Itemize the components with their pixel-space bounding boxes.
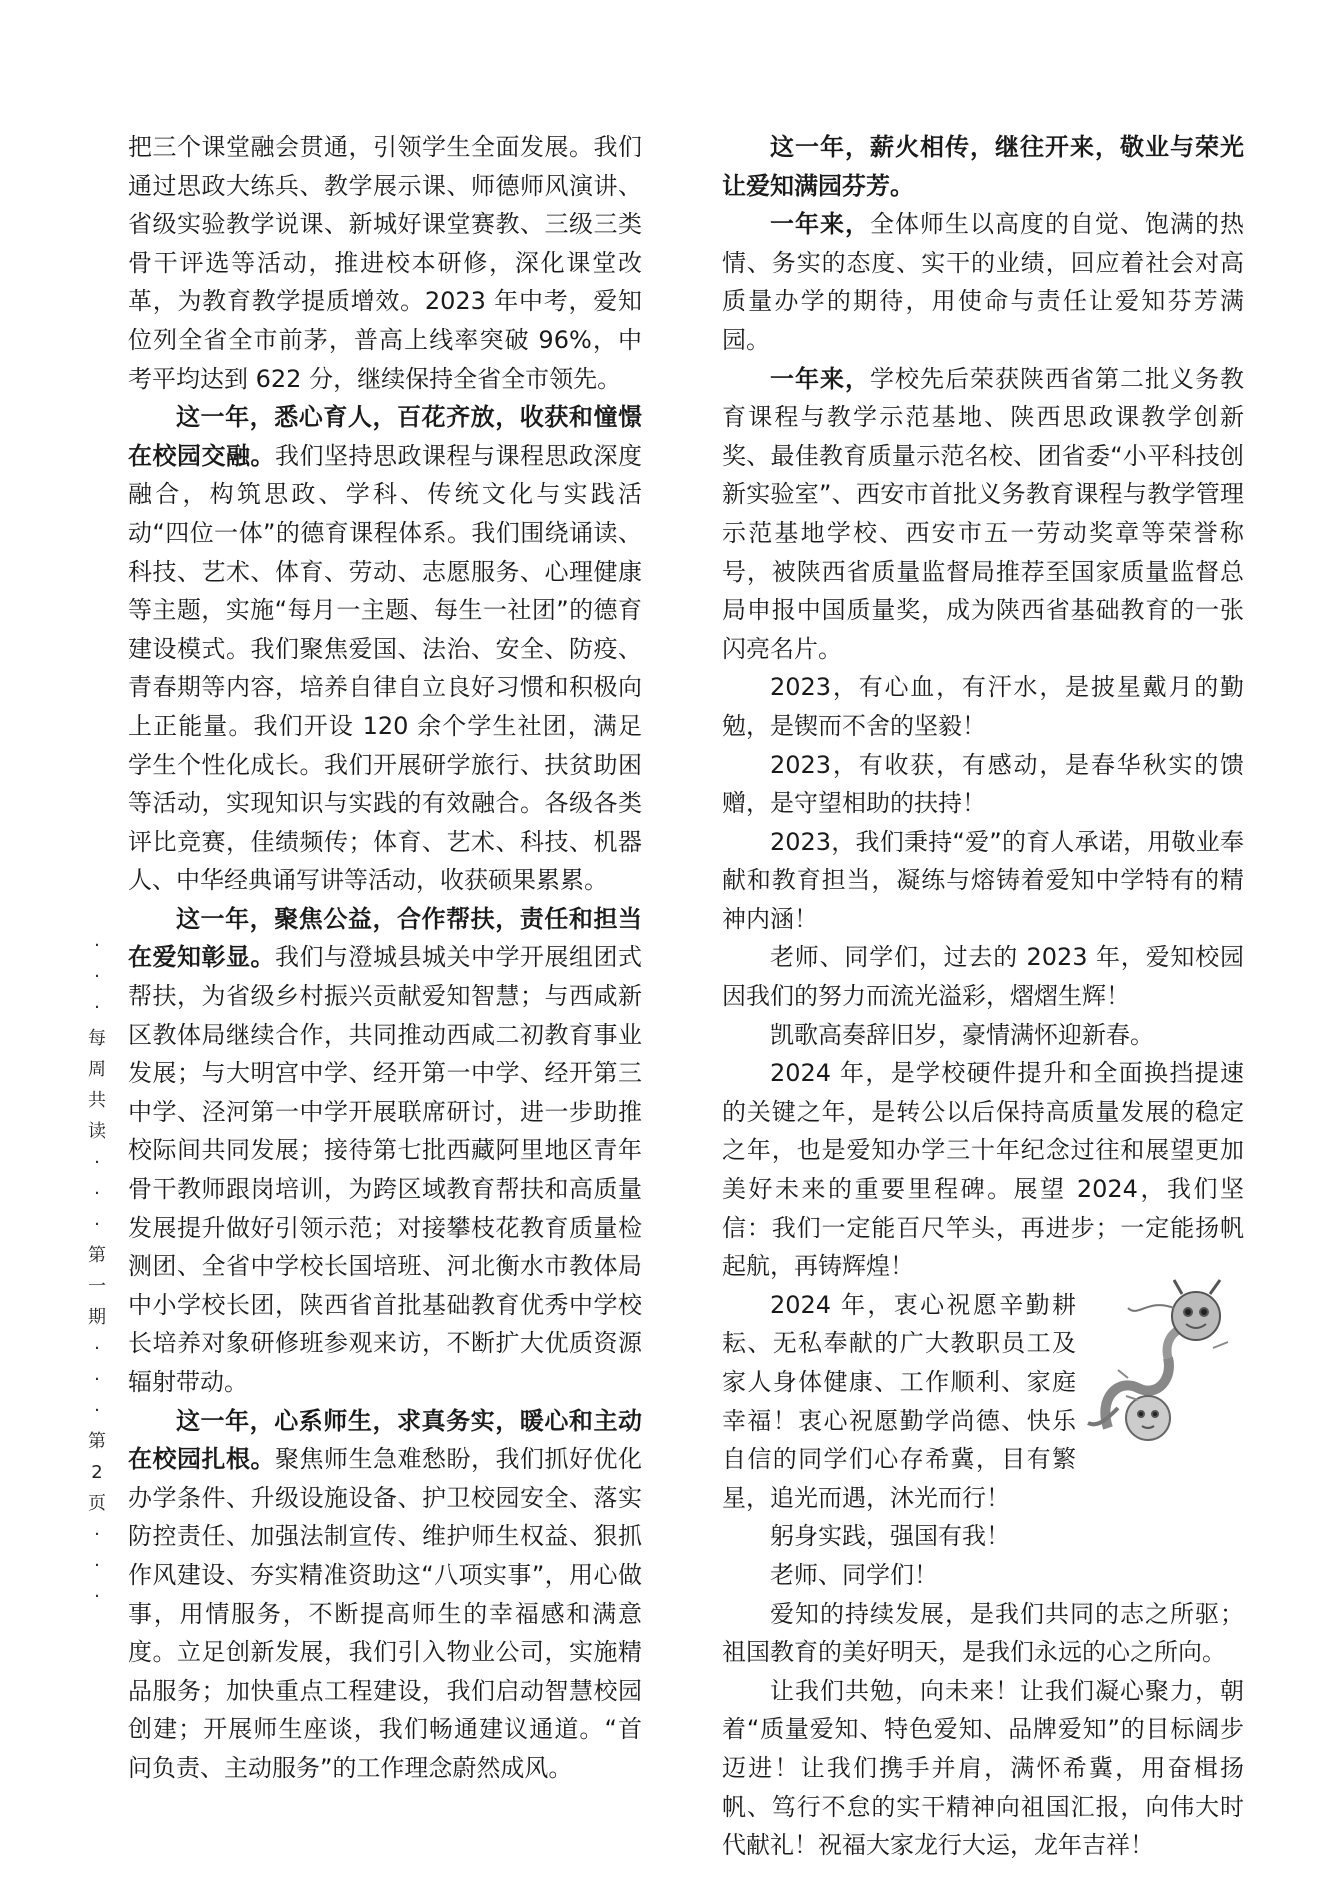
paragraph-heading: 这一年，心系师生，求真务实，暖心和主动在校园扎根。 bbox=[128, 1406, 642, 1474]
side-label-char: · bbox=[94, 935, 100, 956]
side-label-char: 一 bbox=[88, 1276, 106, 1297]
side-label-char: · bbox=[94, 1183, 100, 1204]
paragraph-heading: 这一年，聚焦公益，合作帮扶，责任和担当在爱知彰显。 bbox=[128, 904, 642, 972]
side-label-char: 期 bbox=[88, 1307, 106, 1328]
paragraph: 2023，有收获，有感动，是春华秋实的馈赠，是守望相助的扶持！ bbox=[722, 750, 1244, 818]
side-label-char: 周 bbox=[88, 1059, 106, 1080]
paragraph-heading: 一年来， bbox=[770, 364, 870, 393]
side-label-char: · bbox=[94, 1555, 100, 1576]
paragraph bbox=[128, 900, 642, 1402]
side-label-char: 读 bbox=[88, 1121, 106, 1142]
side-label-char: · bbox=[94, 1152, 100, 1173]
paragraph bbox=[722, 205, 1244, 359]
paragraph-heading: 这一年，悉心育人，百花齐放，收获和憧憬在校园交融。 bbox=[128, 403, 642, 470]
side-label-char: · bbox=[94, 1338, 100, 1359]
side-label-char: · bbox=[94, 1400, 100, 1421]
paragraph: 让我们共勉，向未来！让我们凝心聚力，朝着“质量爱知、特色爱知、品牌爱知”的目标阔步迈进！让我们携手并肩，满怀希冀，用奋楫扬帆、笃行不怠的实干精神向祖国汇报，向伟大时代献礼！祝福大家龙行大运，龙年吉祥！ bbox=[722, 1676, 1244, 1860]
side-label bbox=[86, 930, 108, 1612]
paragraph: 凯歌高奏辞旧岁，豪情满怀迎新春。 bbox=[770, 1020, 1154, 1049]
paragraph-text: 2024 年，衷心祝愿辛勤耕耘、无私奉献的广大教职员工及家人身体健康、工作顺利、家庭幸福！衷心祝愿勤学尚德、快乐自信的同学们心存希冀，目有繁星，追光而遇，沐光而行！ bbox=[722, 1290, 1076, 1512]
side-label-char: 共 bbox=[88, 1090, 106, 1111]
paragraph-text: 全体师生以高度的自觉、饱满的热情、务实的态度、实干的业绩，回应着社会对高质量办学的期待，用使命与责任让爱知芬芳满园。 bbox=[722, 210, 1244, 354]
dragon-mascot-icon bbox=[1078, 1278, 1246, 1450]
paragraph bbox=[722, 128, 1244, 205]
paragraph: 躬身实践，强国有我！ bbox=[770, 1522, 1010, 1551]
side-label-char: · bbox=[94, 1524, 100, 1545]
paragraph: 老师、同学们！ bbox=[770, 1560, 938, 1589]
paragraph-text: 我们坚持思政课程与课程思政深度融合，构筑思政、学科、传统文化与实践活动“四位一体”的德育课程体系。我们围绕诵读、科技、艺术、体育、劳动、志愿服务、心理健康等主题，实施“每月一主题、每生一社团”的德育建设模式。我们聚焦爱国、法治、安全、防疫、青春期等内容，培养自律自立良好习惯和积极向上正能量。我们开设 120 余个学生社团，满足学生个性化成长。我们开展研学旅行、扶贫助困等活动，实现知识与实践的有效融合。各级各类评比竞赛，佳绩频传；体育、艺术、科技、机器人、中华经典诵写讲等活动，收获硕果累累。 bbox=[128, 441, 642, 895]
left-column bbox=[128, 128, 642, 1788]
paragraph-heading: 一年来， bbox=[770, 210, 870, 239]
paragraph bbox=[722, 360, 1244, 669]
paragraph: 2023，我们秉持“爱”的育人承诺，用敬业奉献和教育担当，凝练与熔铸着爱知中学特有的精神内涵！ bbox=[722, 827, 1244, 933]
side-label-char: 页 bbox=[88, 1493, 106, 1514]
paragraph: 老师、同学们，过去的 2023 年，爱知校园因我们的努力而流光溢彩，熠熠生辉！ bbox=[722, 943, 1244, 1011]
side-label-char: · bbox=[94, 997, 100, 1018]
paragraph: 2023，有心血，有汗水，是披星戴月的勤勉，是锲而不舍的坚毅！ bbox=[722, 673, 1244, 740]
side-label-char: 2 bbox=[91, 1462, 103, 1483]
paragraph-heading: 这一年，薪火相传，继往开来，敬业与荣光让爱知满园芬芳。 bbox=[722, 133, 1244, 200]
paragraph bbox=[128, 1402, 642, 1788]
side-label-char: 每 bbox=[88, 1028, 106, 1049]
paragraph-text: 我们与澄城县城关中学开展组团式帮扶，为省级乡村振兴贡献爱知智慧；与西咸新区教体局继续合作，共同推动西咸二初教育事业发展；与大明宫中学、经开第一中学、经开第三中学、泾河第一中学开展联席研讨，进一步助推校际间共同发展；接待第七批西藏阿里地区青年骨干教师跟岗培训，为跨区域教育帮扶和高质量发展提升做好引领示范；对接攀枝花教育质量检测团、全省中学校长国培班、河北衡水市教体局中小学校长团，陕西省首批基础教育优秀中学校长培养对象研修班参观来访，不断扩大优质资源辐射带动。 bbox=[128, 943, 642, 1396]
paragraph bbox=[128, 398, 642, 900]
paragraph: 爱知的持续发展，是我们共同的志之所驱；祖国教育的美好明天，是我们永远的心之所向。 bbox=[722, 1599, 1244, 1667]
side-label-char: · bbox=[94, 1369, 100, 1390]
side-label-char: · bbox=[94, 1586, 100, 1607]
paragraph-text: 聚焦师生急难愁盼，我们抓好优化办学条件、升级设施设备、护卫校园安全、落实防控责任、加强法制宣传、维护师生权益、狠抓作风建设、夯实精准资助这“八项实事”，用心做事，用情服务，不断提高师生的幸福感和满意度。立足创新发展，我们引入物业公司，实施精品服务；加快重点工程建设，我们启动智慧校园创建；开展师生座谈，我们畅通建议通道。“首问负责、主动服务”的工作理念蔚然成风。 bbox=[128, 1445, 642, 1782]
side-label-char: 第 bbox=[88, 1245, 106, 1266]
paragraph-text: 学校先后荣获陕西省第二批义务教育课程与教学示范基地、陕西思政课教学创新奖、最佳教育质量示范名校、团省委“小平科技创新实验室”、西安市首批义务教育课程与教学管理示范基地学校、西安市五一劳动奖章等荣誉称号，被陕西省质量监督局推荐至国家质量监督总局申报中国质量奖，成为陕西省基础教育的一张闪亮名片。 bbox=[722, 364, 1244, 663]
right-column bbox=[722, 128, 1244, 1865]
side-label-char: 第 bbox=[88, 1431, 106, 1452]
side-label-char: · bbox=[94, 1214, 100, 1235]
paragraph: 2024 年，是学校硬件提升和全面换挡提速的关键之年，是转公以后保持高质量发展的稳定之年，也是爱知办学三十年纪念过往和展望更加美好未来的重要里程碑。展望 2024，我们坚信：我们一定能百尺竿头，再进步；一定能扬帆起航，再铸辉煌！ bbox=[722, 1059, 1244, 1281]
side-label-char: · bbox=[94, 966, 100, 987]
paragraph: 把三个课堂融会贯通，引领学生全面发展。我们通过思政大练兵、教学展示课、师德师风演讲、省级实验教学说课、新城好课堂赛教、三级三类骨干评选等活动，推进校本研修，深化课堂改革，为教育教学提质增效。2023 年中考，爱知位列全省全市前茅，普高上线率突破 96%，中考平均达到 622 分，继续保持全省全市领先。 bbox=[128, 133, 642, 393]
